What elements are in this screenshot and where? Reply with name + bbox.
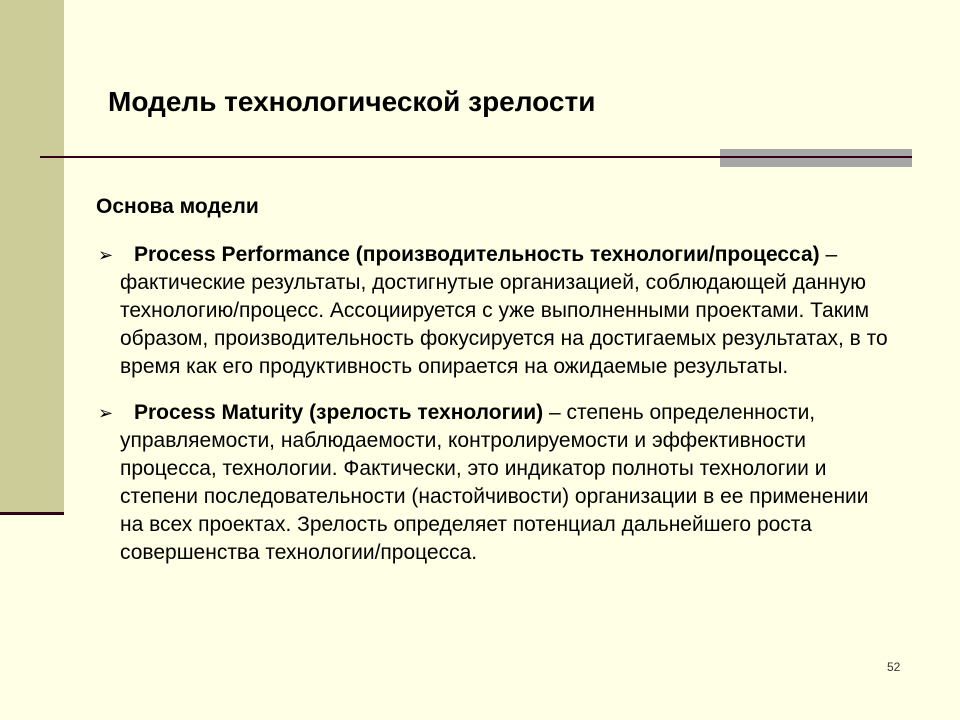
- arrow-bullet-icon: ➢: [98, 403, 114, 423]
- bullet-item-maturity: [96, 399, 896, 567]
- bullet-text: – фактические результаты, достигнутые организацией, соблюдающей данную технологию/процесс. Ассоциируется с уже выполненными проектами. Таким образом, производительность фокусируется на достигаемых результатах, в то время как его продуктивность опирается на ожидаемые результаты.: [120, 243, 888, 378]
- bullet-item-performance: [96, 241, 896, 381]
- slide-content: [96, 193, 896, 585]
- bullet-term: Process Maturity (зрелость технологии): [134, 401, 544, 424]
- bullet-text: – степень определенности, управляемости, наблюдаемости, контролируемости и эффективности процесса, технологии. Фактически, это индикатор полноты технологии и степени последовательности (настойчивости) организации в ее применении на всех проектах. Зрелость определяет потенциал дальнейшего роста совершенства технологии/процесса.: [120, 401, 869, 564]
- title-accent-block: [720, 149, 912, 167]
- left-decorative-bar: [0, 0, 64, 515]
- slide-title: Модель технологической зрелости: [108, 86, 596, 117]
- section-heading: Основа модели: [96, 195, 259, 218]
- page-number: 52: [887, 660, 901, 674]
- arrow-bullet-icon: ➢: [98, 245, 114, 265]
- bullet-term: Process Performance (производительность технологии/процесса): [134, 243, 820, 266]
